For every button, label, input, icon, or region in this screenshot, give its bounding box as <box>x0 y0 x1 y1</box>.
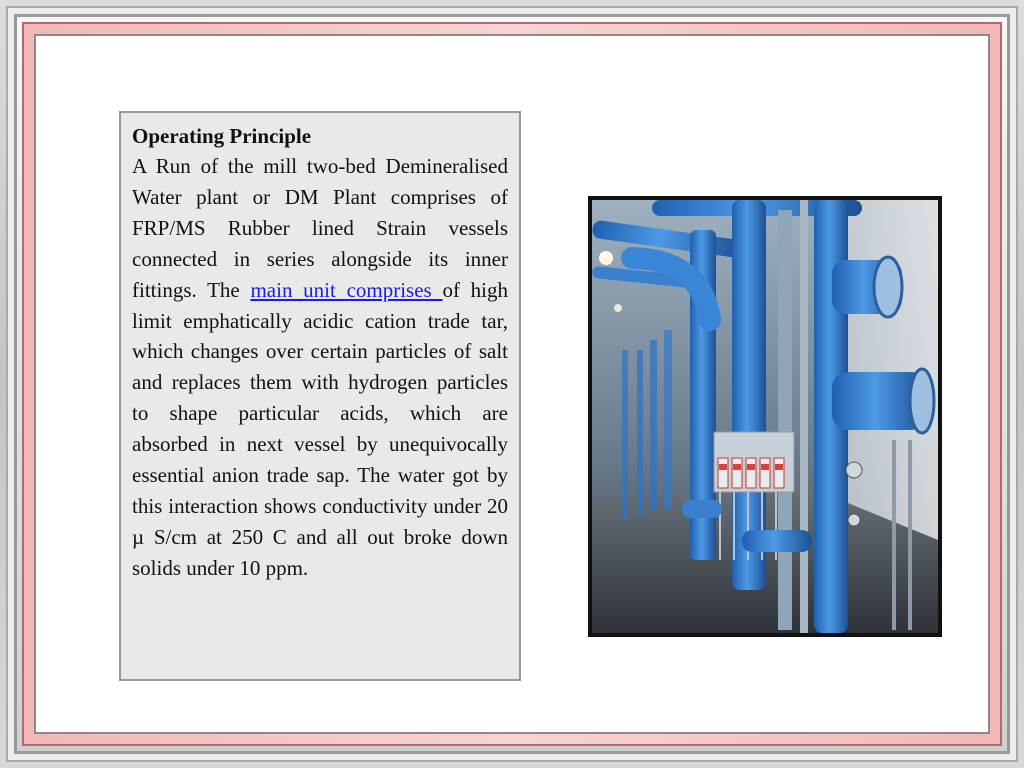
section-heading: Operating Principle <box>132 124 312 148</box>
dm-plant-illustration <box>592 200 938 633</box>
main-unit-link[interactable]: main unit comprises <box>250 277 443 302</box>
plant-photo <box>588 196 942 637</box>
text-box <box>119 111 521 681</box>
paragraph-text-before-link: A Run of the mill two-bed Demineralised Water plant or DM Plant comprises of FRP/MS Rubber lined Strain vessels connected in series alongside its inner fittings. The <box>132 154 508 302</box>
section-paragraph <box>132 151 508 584</box>
paragraph-text-after-link: of high limit emphatically acidic cation trade tar, which changes over certain particles of salt and replaces them with hydrogen particles to shape particular acids, which are absorbed in next vessel by unequivocally essential anion trade sap. The water got by this interaction shows conductivity under 20 µ S/cm at 250 C and all out broke down solids under 10 ppm. <box>132 277 509 580</box>
